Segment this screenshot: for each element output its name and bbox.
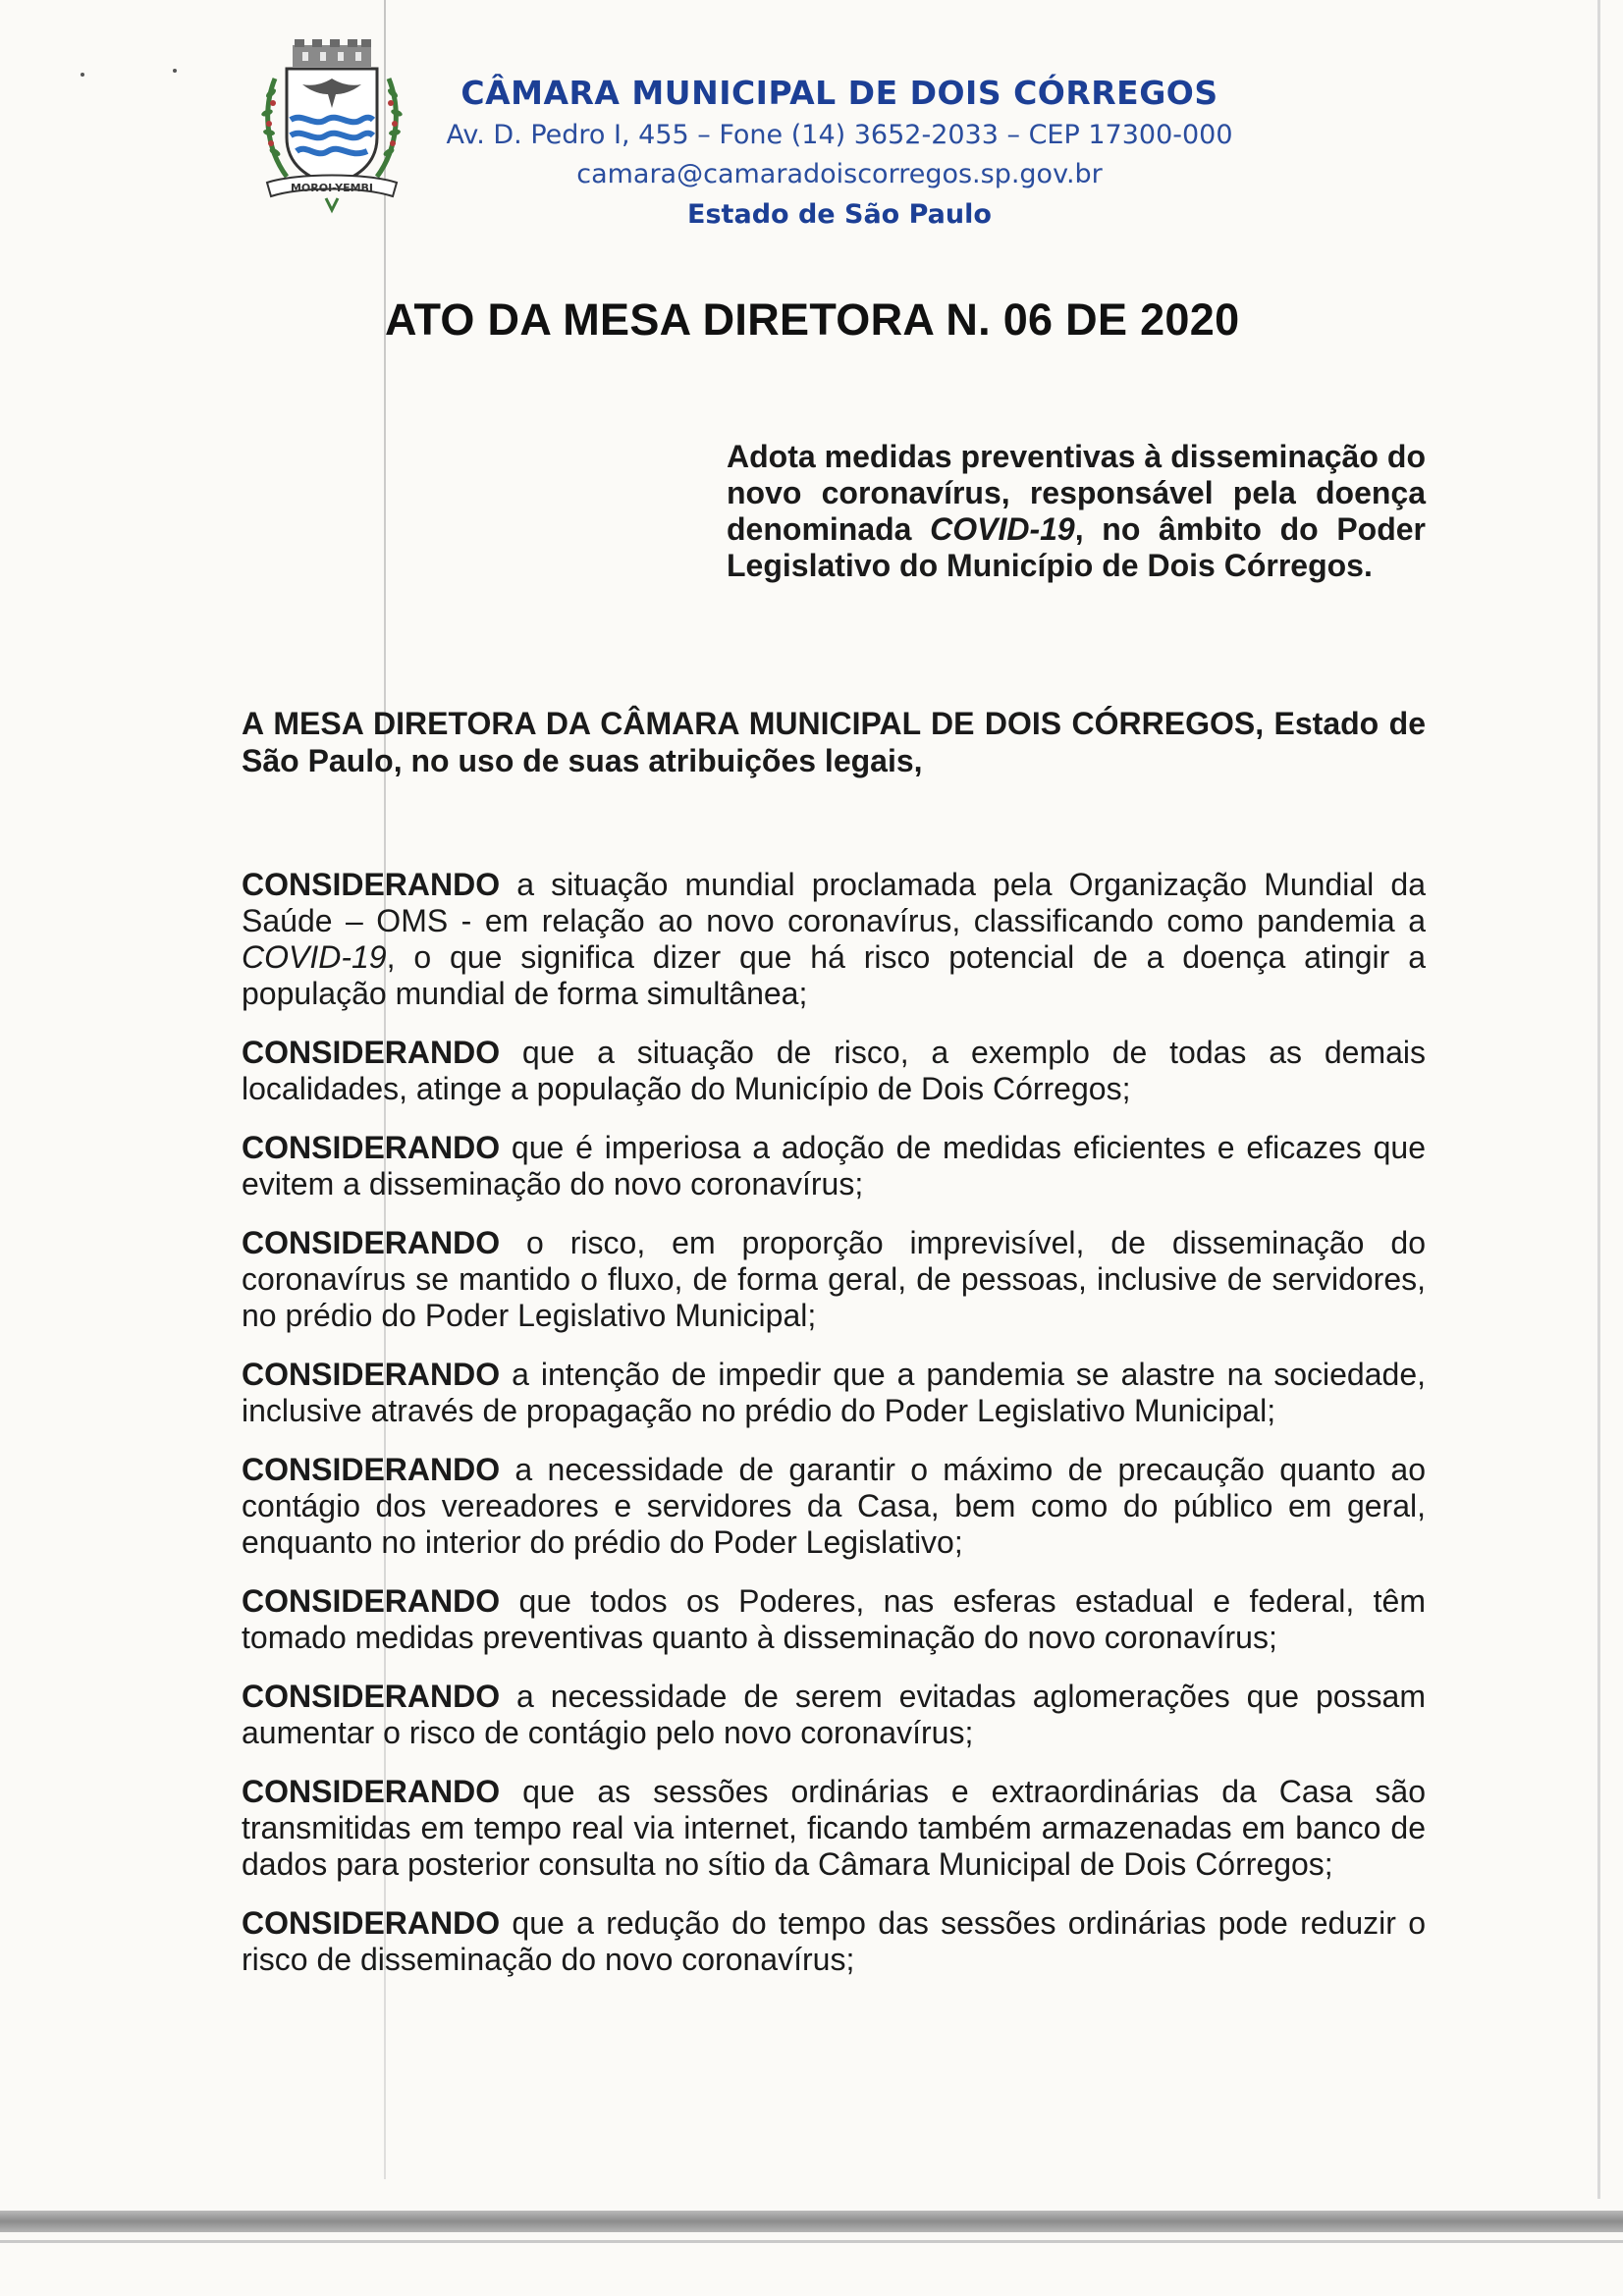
municipal-crest-icon bbox=[257, 39, 406, 216]
considerando-text: a situação mundial proclamada pela Organização Mundial da Saúde – OMS - em relação ao novo coronavírus, classificando como pandemia a bbox=[242, 867, 1426, 938]
considerando-keyword: CONSIDERANDO bbox=[242, 1452, 501, 1487]
ementa-text: Adota medidas preventivas à disseminação do novo coronavírus, responsável pela doença denominada bbox=[727, 439, 1426, 547]
org-address: Av. D. Pedro I, 455 – Fone (14) 3652-2033 – CEP 17300-000 bbox=[446, 120, 1233, 150]
considerando-paragraph bbox=[242, 1583, 1426, 1656]
org-state: Estado de São Paulo bbox=[687, 199, 992, 230]
considerando-keyword: CONSIDERANDO bbox=[242, 1679, 501, 1714]
considerando-paragraph bbox=[242, 867, 1426, 1012]
considerando-keyword: CONSIDERANDO bbox=[242, 1357, 501, 1392]
considerando-text: que as sessões ordinárias e extraordinárias da Casa são transmitidas em tempo real via internet, ficando também armazenadas em banco de dados para posterior consulta no sítio da Câmara Municipal de Dois Córregos; bbox=[242, 1774, 1426, 1882]
considerando-keyword: CONSIDERANDO bbox=[242, 867, 501, 902]
considerando-text: a intenção de impedir que a pandemia se alastre na sociedade, inclusive através de propagação no prédio do Poder Legislativo Municipal; bbox=[242, 1357, 1426, 1428]
considerando-keyword: CONSIDERANDO bbox=[242, 1225, 501, 1260]
preamble-rest: , Estado de São Paulo, no uso de suas atribuições legais, bbox=[242, 706, 1427, 778]
considerando-keyword: CONSIDERANDO bbox=[242, 1774, 501, 1809]
considerando-paragraph bbox=[242, 1130, 1426, 1202]
considerando-paragraph bbox=[242, 1679, 1426, 1751]
considerandos-list bbox=[242, 867, 1426, 2001]
considerando-paragraph bbox=[242, 1774, 1426, 1883]
scan-bottom-line bbox=[0, 2240, 1623, 2243]
scan-bottom-band bbox=[0, 2211, 1623, 2232]
scan-speck bbox=[173, 69, 177, 73]
considerando-text: que é imperiosa a adoção de medidas eficientes e eficazes que evitem a disseminação do novo coronavírus; bbox=[242, 1130, 1426, 1201]
document-preamble bbox=[242, 705, 1426, 779]
ementa-covid: COVID-19 bbox=[930, 511, 1075, 547]
considerando-keyword: CONSIDERANDO bbox=[242, 1130, 501, 1165]
considerando-keyword: CONSIDERANDO bbox=[242, 1583, 501, 1619]
considerando-paragraph bbox=[242, 1035, 1426, 1107]
considerando-text: o risco, em proporção imprevisível, de disseminação do coronavírus se mantido o fluxo, de forma geral, de pessoas, inclusive de servidores, no prédio do Poder Legislativo Municipal; bbox=[242, 1225, 1426, 1333]
ementa-text-end: , no âmbito do Poder Legislativo do Município de Dois Córregos. bbox=[727, 511, 1426, 583]
considerando-text: que todos os Poderes, nas esferas estadual e federal, têm tomado medidas preventivas quanto à disseminação do novo coronavírus; bbox=[242, 1583, 1426, 1655]
considerando-paragraph bbox=[242, 1905, 1426, 1978]
considerando-text: a necessidade de serem evitadas aglomerações que possam aumentar o risco de contágio pelo novo coronavírus; bbox=[242, 1679, 1426, 1750]
considerando-keyword: CONSIDERANDO bbox=[242, 1905, 501, 1941]
considerando-text-end: , o que significa dizer que há risco potencial de a doença atingir a população mundial de forma simultânea; bbox=[242, 939, 1426, 1011]
considerando-keyword: CONSIDERANDO bbox=[242, 1035, 501, 1070]
document-ementa bbox=[727, 439, 1426, 584]
letterhead bbox=[432, 71, 1247, 236]
org-email: camara@camaradoiscorregos.sp.gov.br bbox=[576, 159, 1103, 189]
page-right-edge bbox=[1597, 0, 1600, 2199]
org-name: CÂMARA MUNICIPAL DE DOIS CÓRREGOS bbox=[460, 74, 1218, 112]
considerando-text: que a redução do tempo das sessões ordinárias pode reduzir o risco de disseminação do novo coronavírus; bbox=[242, 1905, 1426, 1977]
document-title: ATO DA MESA DIRETORA N. 06 DE 2020 bbox=[385, 294, 1240, 345]
considerando-paragraph bbox=[242, 1225, 1426, 1334]
considerando-paragraph bbox=[242, 1357, 1426, 1429]
scan-speck bbox=[81, 73, 84, 77]
considerando-paragraph bbox=[242, 1452, 1426, 1561]
preamble-authority: A MESA DIRETORA DA CÂMARA MUNICIPAL DE DOIS CÓRREGOS bbox=[242, 706, 1256, 741]
considerando-text: que a situação de risco, a exemplo de todas as demais localidades, atinge a população do Município de Dois Córregos; bbox=[242, 1035, 1426, 1106]
crest-motto: MOROI-YEMBI bbox=[290, 182, 374, 194]
considerando-text: a necessidade de garantir o máximo de precaução quanto ao contágio dos vereadores e servidores da Casa, bem como do público em geral, enquanto no interior do prédio do Poder Legislativo; bbox=[242, 1452, 1426, 1560]
considerando-italic: COVID-19 bbox=[242, 939, 387, 975]
